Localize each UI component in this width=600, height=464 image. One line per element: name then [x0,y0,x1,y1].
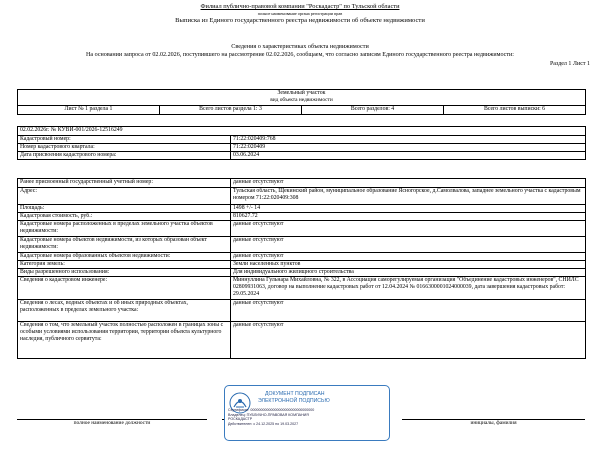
object-type-caption: вид объекта недвижимости [18,97,586,105]
stamp-line1: ДОКУМЕНТ ПОДПИСАН [265,391,325,397]
stamp-owner: Владелец: ПУБЛИЧНО-ПРАВОВАЯ КОМПАНИЯ [228,412,309,417]
property-value: Для индивидуального жилищного строительства [231,269,586,277]
property-label: Категория земель: [18,261,231,269]
identifier-label: Номер кадастрового квартала: [18,144,231,152]
property-value: данные отсутствуют [231,300,586,322]
property-label: Ранее присвоенный государственный учетный номер: [18,179,231,188]
stamp-valid: Действителен: с 24.12.2025 по 19.03.2027 [228,422,299,427]
property-value: 1498 +/- 14 [231,205,586,213]
object-header-table [17,89,586,115]
section-title: Сведения о характеристиках объекта недвижимости [231,43,369,50]
basis-text: На основании запроса от 02.02.2026, поступившего на рассмотрение 02.02.2026, сообщаем, что согласно записям Единого государственного реестра недвижимости: [86,52,514,58]
identifier-value: 03.06.2024 [231,152,586,160]
property-value: данные отсутствуют [231,179,586,188]
identifier-label: Дата присвоения кадастрового номера: [18,152,231,160]
property-label: Кадастровые номера расположенных в пределах земельного участка объектов недвижимости: [18,221,231,237]
property-value: Миннуллина Гульнара Михайловна, № 322, в Ассоциация саморегулируемая организация "Объединение кадастровых инженеров", СНИЛС 02809931063, договор на выполнение кадастровых работ от 12.04.2024 № 0166300001024000039, дата завершения кадастровых работ: 29.05.2024 [231,277,586,300]
object-type: Земельный участок [18,90,586,98]
property-value: данные отсутствуют [231,322,586,359]
identifier-label: Кадастровый номер: [18,136,231,144]
extract-title: Выписка из Единого государственного реестра недвижимости об объекте недвижимости [175,17,425,24]
property-label: Кадастровая стоимость, руб.: [18,213,231,221]
org-name: Филиал публично-правовой компании "Роскадастр" по Тульской области [200,3,400,10]
stamp-cert: Сертификат: 00000000000000000000000000000000 [228,408,315,412]
property-label: Виды разрешенного использования: [18,269,231,277]
sheets-total: Всего листов выписки: 6 [444,105,586,114]
e-signature-stamp [224,385,390,441]
property-label: Кадастровые номера объектов недвижимости, из которых образован объект недвижимости: [18,237,231,253]
position-caption: полное наименование должности [73,420,151,426]
stamp-owner2: РОСКАДАСТР [228,417,253,422]
property-value: данные отсутствуют [231,221,586,237]
doc-number: 02.02.2026г. № КУВИ-001/2026-12516249 [18,127,586,136]
stamp-details [228,408,314,427]
identifier-value: 71:22:020409 [231,144,586,152]
property-label: Сведения о кадастровом инженере: [18,277,231,300]
identifiers-table [17,126,586,160]
sections-total: Всего разделов: 4 [302,105,444,114]
org-caption: полное наименование органа регистрации прав [257,11,343,16]
property-value: данные отсутствуют [231,253,586,261]
sheets-in-section: Всего листов раздела 1: 3 [160,105,302,114]
property-value: Тульская область, Щекинский район, муниципальное образование Ясногорское, д.Самолвалова, западнее земельного участка с кадастровым номером 71:22:020409:308 [231,188,586,205]
property-label: Площадь: [18,205,231,213]
property-label: Сведения о лесах, водных объектах и об иных природных объектах, расположенных в пределах земельного участка: [18,300,231,322]
identifier-value: 71:22:020409:768 [231,136,586,144]
property-value: Земли населенных пунктов [231,261,586,269]
section-number: Раздел 1 Лист 1 [549,61,590,67]
name-caption: инициалы, фамилия [470,420,517,426]
properties-table [17,178,586,359]
property-value: 810627.72 [231,213,586,221]
property-label: Адрес: [18,188,231,205]
property-label: Сведения о том, что земельный участок полностью расположен в границах зоны с особыми условиями использования территории, территории объекта культурного наследия, публичного сервитута: [18,322,231,359]
sheet-label: Лист № 1 раздела 1 [18,105,160,114]
stamp-line2: ЭЛЕКТРОННОЙ ПОДПИСЬЮ [258,398,330,404]
property-value: данные отсутствуют [231,237,586,253]
property-label: Кадастровые номера образованных объектов недвижимости: [18,253,231,261]
